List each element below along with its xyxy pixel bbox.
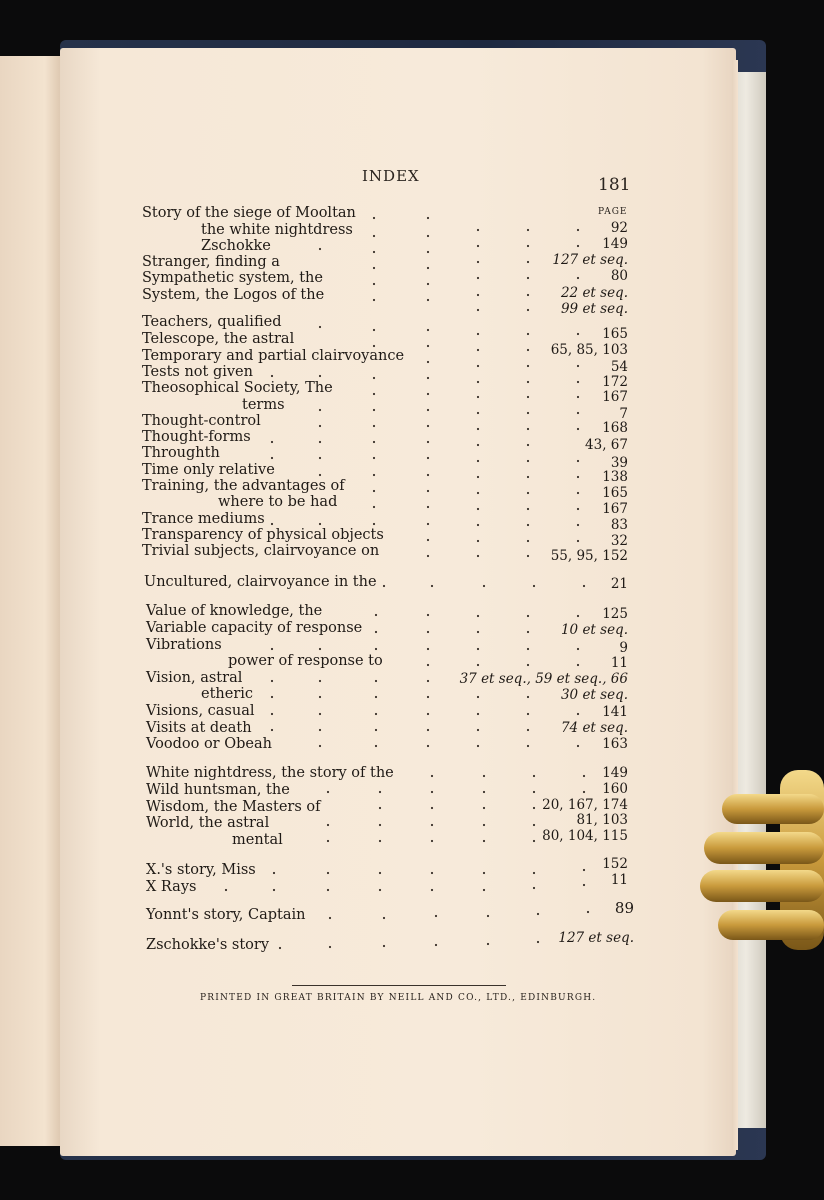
index-entry: Teachers, qualified	[142, 314, 282, 330]
index-pages: 7	[619, 406, 628, 422]
index-pages: 99 et seq.	[560, 301, 628, 317]
index-pages: 54	[610, 359, 628, 375]
index-entry: Variable capacity of response	[146, 620, 363, 636]
index-pages: 149	[602, 765, 628, 781]
index-pages: 43, 67	[585, 437, 628, 453]
footer-rule	[292, 985, 506, 986]
index-pages: 81, 103	[576, 812, 628, 828]
index-pages: 21	[610, 576, 628, 592]
index-pages: 125	[602, 606, 628, 622]
index-pages: 9	[619, 640, 628, 656]
index-entry: Yonnt's story, Captain	[146, 907, 306, 923]
index-entry: X Rays	[146, 879, 197, 895]
index-entry: X.'s story, Miss	[146, 862, 256, 878]
index-entry: Trance mediums	[142, 511, 265, 527]
index-entry: Visits at death	[146, 720, 252, 736]
index-pages: 65, 85, 103	[550, 342, 628, 358]
index-pages: 149	[602, 236, 628, 252]
page-column-label: PAGE	[598, 207, 628, 217]
index-entry: mental	[232, 832, 283, 848]
index-entry: Story of the siege of Mooltan	[142, 205, 356, 221]
index-entry: System, the Logos of the	[142, 287, 325, 303]
index-pages: 92	[610, 220, 628, 236]
page-title: INDEX	[362, 167, 420, 185]
index-pages: 89	[614, 899, 634, 917]
page-number: 181	[598, 175, 631, 195]
index-pages: 168	[602, 420, 628, 436]
index-entry: Trivial subjects, clairvoyance on	[142, 543, 380, 559]
index-pages: 165	[602, 326, 628, 342]
index-entry: Wild huntsman, the	[146, 782, 290, 798]
index-pages: 141	[602, 704, 628, 720]
index-pages: 167	[602, 501, 628, 517]
index-pages: 55, 95, 152	[550, 548, 628, 564]
index-entry: Vision, astral	[146, 670, 243, 686]
index-pages: 80, 104, 115	[542, 828, 628, 844]
brass-page-clip	[700, 770, 824, 950]
index-entry: Wisdom, the Masters of	[146, 799, 321, 815]
index-entry: where to be had	[218, 494, 338, 510]
index-entry: Training, the advantages of	[142, 478, 345, 494]
index-entry: the white nightdress	[201, 222, 353, 238]
index-entry: Uncultured, clairvoyance in the	[144, 574, 377, 590]
index-entry: Value of knowledge, the	[146, 603, 323, 619]
index-pages: 39	[610, 455, 628, 471]
index-entry: Temporary and partial clairvoyance	[142, 348, 405, 364]
index-entry: Voodoo or Obeah	[146, 736, 272, 752]
index-pages: 127 et seq.	[552, 252, 628, 268]
index-entry: Theosophical Society, The	[142, 380, 333, 396]
index-pages: 152	[602, 856, 628, 872]
index-pages: 172	[602, 374, 628, 390]
index-entry: terms	[242, 397, 285, 413]
index-pages: 167	[602, 389, 628, 405]
index-pages: 20, 167, 174	[542, 797, 628, 813]
index-pages: 74 et seq.	[560, 720, 628, 736]
index-pages: 138	[602, 469, 628, 485]
index-entry: World, the astral	[146, 815, 270, 831]
index-pages: 11	[610, 872, 628, 888]
index-pages: 22 et seq.	[560, 285, 628, 301]
index-pages: 11	[610, 655, 628, 671]
printer-imprint: PRINTED IN GREAT BRITAIN BY NEILL AND CO., LTD., EDINBURGH.	[200, 993, 597, 1003]
index-entry: White nightdress, the story of the	[146, 765, 394, 781]
index-entry: Zschokke's story	[146, 937, 270, 953]
index-entry: Throughth	[142, 445, 220, 461]
index-entry: Transparency of physical objects	[142, 527, 384, 543]
index-entry: Thought-forms	[142, 429, 251, 445]
index-entry: Sympathetic system, the	[142, 270, 323, 286]
index-entry: Time only relative	[142, 462, 275, 478]
index-pages: 10 et seq.	[560, 622, 628, 638]
index-entry: Tests not given	[142, 364, 253, 380]
index-entry: Telescope, the astral	[142, 331, 295, 347]
index-entry: Visions, casual	[146, 703, 255, 719]
index-entry: Stranger, finding a	[142, 254, 280, 270]
index-entry: etheric	[201, 686, 254, 702]
index-pages: 80	[610, 268, 628, 284]
index-entry: power of response to	[228, 653, 383, 669]
index-pages: 37 et seq., 59 et seq., 66	[459, 671, 628, 687]
index-entry: Thought-control	[142, 413, 261, 429]
index-pages: 163	[602, 736, 628, 752]
index-pages: 83	[610, 517, 628, 533]
index-pages: 32	[610, 533, 628, 549]
index-pages: 127 et seq.	[558, 930, 634, 946]
index-pages: 30 et seq.	[560, 687, 628, 703]
index-entry: Zschokke	[201, 238, 271, 254]
index-entry: Vibrations	[146, 637, 222, 653]
index-pages: 160	[602, 781, 628, 797]
index-pages: 165	[602, 485, 628, 501]
